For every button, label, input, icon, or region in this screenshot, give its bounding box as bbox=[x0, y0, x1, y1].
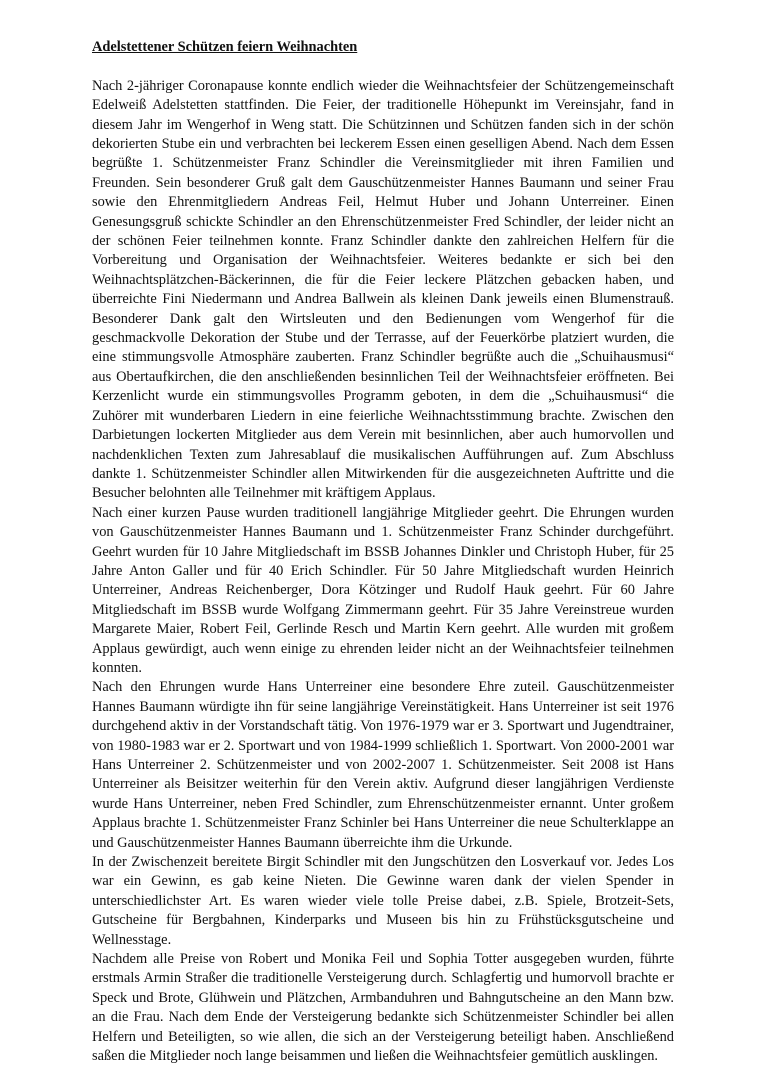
paragraph-honorary-master: Nach den Ehrungen wurde Hans Unterreiner eine besondere Ehre zuteil. Gauschützenmeister Hannes Baumann würdigte ihn für seine langjährige Vereinstätigkeit. Hans Unterreiner ist seit 1976 durchgehend aktiv in der Vorstandschaft tätig. Von 1976-1979 war er 3. Sportwart und Jugendtrainer, von 1980-1983 war er 2. Sportwart und von 1984-1999 schließlich 1. Sportwart. Von 2000-2001 war Hans Unterreiner 2. Schützenmeister und von 2002-2007 1. Schützenmeister. Seit 2008 ist Hans Unterreiner als Beisitzer weiterhin für den Verein aktiv. Aufgrund dieser langjährigen Verdienste wurde Hans Unterreiner, neben Fred Schindler, zum Ehrenschützenmeister ernannt. Unter großem Applaus brachte 1. Schützenmeister Franz Schinler bei Hans Unterreiner die neue Schulterklappe an und Gauschützenmeister Hannes Baumann überreichte ihm die Urkunde. bbox=[92, 679, 674, 851]
paragraph-auction: Nachdem alle Preise von Robert und Monika Feil und Sophia Totter ausgegeben wurden, führte erstmals Armin Straßer die traditionelle Versteigerung durch. Schlagfertig und humorvoll brachte er Speck und Brote, Glühwein und Plätzchen, Armbanduhren und Bahngutscheine an den Mann bzw. an die Frau. Nach dem Ende der Versteigerung bedankte sich Schützenmeister Schindler bei allen Helfern und Beteiligten, so wie allen, die sich an der Versteigerung beteiligt haben. Anschließend saßen die Mitglieder noch lange beisammen und ließen die Weihnachtsfeier gemütlich ausklingen. bbox=[92, 951, 674, 1065]
paragraph-lottery: In der Zwischenzeit bereitete Birgit Schindler mit den Jungschützen den Losverkauf vor. Jedes Los war ein Gewinn, es gab keine Nieten. Die Gewinne waren dank der vielen Spender in unterschiedlichster Art. Es waren wieder viele tolle Preise dabei, z.B. Spiele, Brotzeit-Sets, Gutscheine für Bergbahnen, Kinderparks und Museen bis hin zu Frühstücksgutscheine und Wellnesstage. bbox=[92, 854, 674, 948]
document-page bbox=[92, 38, 674, 1067]
article-title: Adelstettener Schützen feiern Weihnachten bbox=[92, 39, 358, 55]
paragraph-honors: Nach einer kurzen Pause wurden traditionell langjährige Mitglieder geehrt. Die Ehrungen wurden von Gauschützenmeister Hannes Baumann und 1. Schützenmeister Franz Schinder durchgeführt. Geehrt wurden für 10 Jahre Mitgliedschaft im BSSB Johannes Dinkler und Christoph Huber, für 25 Jahre Anton Galler und für 40 Erich Schindler. Für 50 Jahre Mitgliedschaft wurden Heinrich Unterreiner, Andreas Reichenberger, Dora Kötzinger und Rudolf Hauk geehrt. Für 60 Jahre Mitgliedschaft im BSSB wurde Wolfgang Zimmermann geehrt. Für 35 Jahre Vereinstreue wurden Margarete Maier, Robert Feil, Gerlinde Resch und Martin Kern geehrt. Alle wurden mit großem Applaus gewürdigt, auch wenn einige zu ehrenden leider nicht an der Weihnachtsfeier teilnehmen konnten. bbox=[92, 504, 674, 676]
paragraph-intro: Nach 2-jähriger Coronapause konnte endlich wieder die Weihnachtsfeier der Schützengemeinschaft Edelweiß Adelstetten stattfinden. Die Feier, der traditionelle Höhepunkt im Vereinsjahr, fand in diesem Jahr im Wengerhof in Weng statt. Die Schützinnen und Schützen fanden sich in der schön dekorierten Stube ein und verbrachten bei leckerem Essen einen geselligen Abend. Nach dem Essen begrüßte 1. Schützenmeister Franz Schindler die Vereinsmitglieder mit ihren Familien und Freunden. Sein besonderer Gruß galt dem Gauschützenmeister Hannes Baumann und seiner Frau sowie den Ehrenmitgliedern Andreas Feil, Helmut Huber und Johann Unterreiner. Einen Genesungsgruß schickte Schindler an den Ehrenschützenmeister Fred Schindler, der leider nicht an der schönen Feier teilnehmen konnte. Franz Schindler dankte den zahlreichen Helfern für die Vorbereitung und Organisation der Weihnachtsfeier. Weiteres bedankte er sich bei den Weihnachtsplätzchen-Bäckerinnen, die für die Feier leckere Plätzchen gebacken haben, und überreichte Fini Niedermann und Andrea Ballwein als kleinen Dank jeweils einen Blumenstrauß. Besonderer Dank galt den Wirtsleuten und den Bedienungen vom Wengerhof für die geschmackvolle Dekoration der Stube und der Terrasse, auf der Feuerkörbe platziert wurden, die eine stimmungsvolle Atmosphäre zauberten. Franz Schindler begrüßte auch die „Schuihausmusi“ aus Obertaufkirchen, die den anschließenden besinnlichen Teil der Weihnachtsfeier eröffneten. Bei Kerzenlicht wurde ein stimmungsvolles Programm geboten, in dem die „Schuihausmusi“ die Zuhörer mit wunderbaren Liedern in eine feierliche Weihnachtsstimmung brachte. Zwischen den Darbietungen lockerten Mitglieder aus dem Verein mit besinnlichen, aber auch humorvollen und nachdenklichen Texten zum Jahresablauf die musikalischen Aufführungen auf. Zum Abschluss dankte 1. Schützenmeister Schindler allen Mitwirkenden für die ausgezeichneten Auftritte und die Besucher belohnten alle Teilnehmer mit kräftigem Applaus. bbox=[92, 77, 674, 502]
